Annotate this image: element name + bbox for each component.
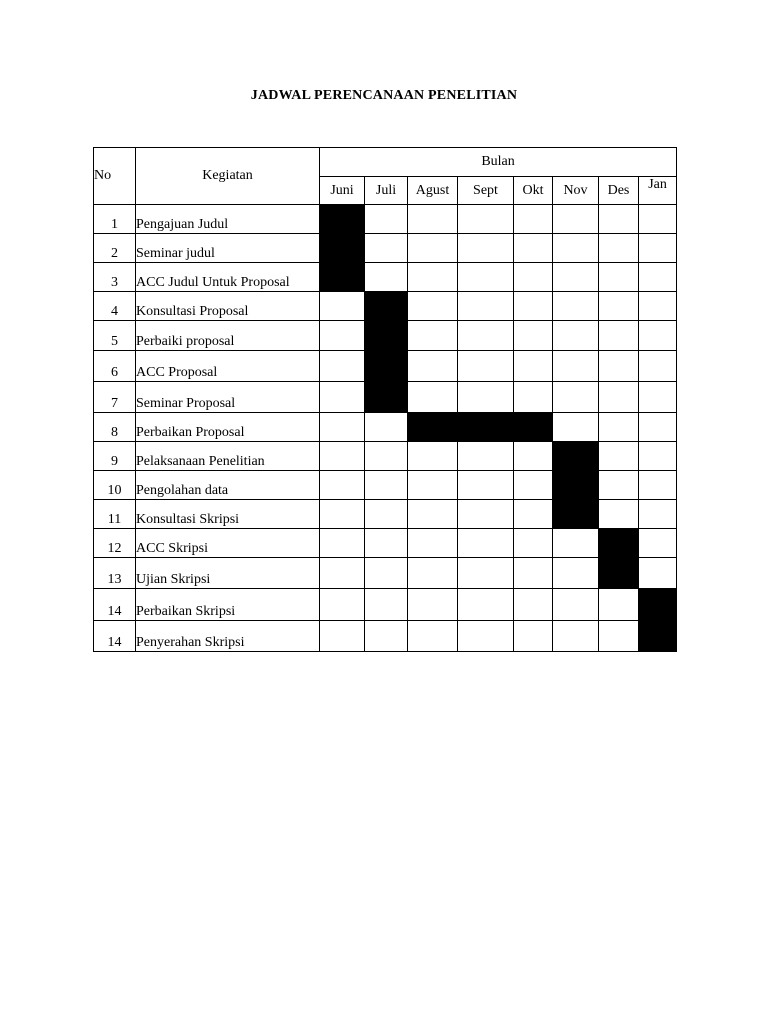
schedule-cell-empty xyxy=(408,589,458,621)
schedule-cell-empty xyxy=(408,621,458,652)
schedule-cell-filled xyxy=(320,205,365,234)
activity-name: Perbaikan Skripsi xyxy=(136,589,320,621)
schedule-cell-filled xyxy=(320,263,365,292)
schedule-cell-empty xyxy=(408,442,458,471)
schedule-cell-empty xyxy=(514,263,553,292)
schedule-cell-empty xyxy=(320,621,365,652)
schedule-cell-empty xyxy=(514,529,553,558)
schedule-cell-empty xyxy=(599,234,639,263)
table-row xyxy=(94,205,677,234)
row-number: 3 xyxy=(94,263,136,292)
activity-name: Seminar Proposal xyxy=(136,382,320,413)
schedule-cell-empty xyxy=(320,558,365,589)
schedule-cell-empty xyxy=(320,500,365,529)
schedule-cell-empty xyxy=(553,529,599,558)
schedule-cell-empty xyxy=(514,558,553,589)
schedule-cell-empty xyxy=(599,413,639,442)
schedule-cell-empty xyxy=(408,529,458,558)
schedule-cell-empty xyxy=(639,382,677,413)
schedule-cell-empty xyxy=(553,263,599,292)
row-number: 13 xyxy=(94,558,136,589)
header-bulan: Bulan xyxy=(320,148,677,177)
schedule-cell-empty xyxy=(458,558,514,589)
schedule-cell-empty xyxy=(320,413,365,442)
schedule-cell-empty xyxy=(639,529,677,558)
row-number: 11 xyxy=(94,500,136,529)
table-row xyxy=(94,382,677,413)
schedule-cell-empty xyxy=(514,471,553,500)
schedule-cell-empty xyxy=(365,558,408,589)
schedule-cell-empty xyxy=(458,321,514,351)
schedule-cell-empty xyxy=(408,263,458,292)
schedule-cell-empty xyxy=(408,558,458,589)
schedule-cell-empty xyxy=(639,558,677,589)
row-number: 2 xyxy=(94,234,136,263)
row-number: 10 xyxy=(94,471,136,500)
schedule-cell-empty xyxy=(639,413,677,442)
document-title: JADWAL PERENCANAAN PENELITIAN xyxy=(250,88,518,103)
schedule-cell-empty xyxy=(365,263,408,292)
schedule-cell-empty xyxy=(365,471,408,500)
schedule-cell-empty xyxy=(639,321,677,351)
schedule-cell-empty xyxy=(458,263,514,292)
table-row xyxy=(94,442,677,471)
schedule-cell-empty xyxy=(639,205,677,234)
table-row xyxy=(94,351,677,382)
schedule-cell-empty xyxy=(365,589,408,621)
schedule-cell-empty xyxy=(458,529,514,558)
row-number: 6 xyxy=(94,351,136,382)
table-row xyxy=(94,558,677,589)
schedule-cell-empty xyxy=(458,442,514,471)
schedule-cell-empty xyxy=(599,621,639,652)
month-header-des: Des xyxy=(599,177,639,205)
schedule-cell-empty xyxy=(458,500,514,529)
row-number: 7 xyxy=(94,382,136,413)
schedule-cell-empty xyxy=(639,292,677,321)
schedule-cell-empty xyxy=(320,321,365,351)
schedule-cell-empty xyxy=(458,382,514,413)
schedule-cell-empty xyxy=(553,292,599,321)
schedule-cell-empty xyxy=(599,471,639,500)
schedule-cell-empty xyxy=(639,263,677,292)
row-number: 9 xyxy=(94,442,136,471)
activity-name: ACC Proposal xyxy=(136,351,320,382)
activity-name: Pengajuan Judul xyxy=(136,205,320,234)
header-no: No xyxy=(94,148,136,205)
schedule-cell-empty xyxy=(458,292,514,321)
schedule-cell-filled xyxy=(408,413,458,442)
schedule-cell-empty xyxy=(599,382,639,413)
schedule-cell-empty xyxy=(639,500,677,529)
schedule-cell-empty xyxy=(320,351,365,382)
schedule-cell-empty xyxy=(320,382,365,413)
schedule-cell-empty xyxy=(408,471,458,500)
schedule-cell-filled xyxy=(365,382,408,413)
schedule-cell-empty xyxy=(514,321,553,351)
schedule-cell-empty xyxy=(599,589,639,621)
header-row-top xyxy=(94,148,677,177)
month-header-agust: Agust xyxy=(408,177,458,205)
schedule-cell-filled xyxy=(553,442,599,471)
row-number: 8 xyxy=(94,413,136,442)
month-header-okt: Okt xyxy=(514,177,553,205)
schedule-cell-filled xyxy=(599,558,639,589)
month-header-juni: Juni xyxy=(320,177,365,205)
activity-name: Penyerahan Skripsi xyxy=(136,621,320,652)
schedule-cell-empty xyxy=(553,205,599,234)
row-number: 14 xyxy=(94,589,136,621)
schedule-cell-empty xyxy=(514,292,553,321)
schedule-cell-empty xyxy=(639,471,677,500)
schedule-cell-filled xyxy=(365,292,408,321)
table-row xyxy=(94,263,677,292)
activity-name: Seminar judul xyxy=(136,234,320,263)
schedule-cell-empty xyxy=(458,205,514,234)
schedule-cell-empty xyxy=(320,471,365,500)
table-row xyxy=(94,589,677,621)
schedule-cell-empty xyxy=(514,351,553,382)
schedule-cell-empty xyxy=(553,621,599,652)
table-row xyxy=(94,413,677,442)
schedule-cell-empty xyxy=(458,471,514,500)
schedule-cell-empty xyxy=(553,589,599,621)
schedule-cell-empty xyxy=(458,351,514,382)
schedule-cell-empty xyxy=(408,351,458,382)
schedule-cell-empty xyxy=(514,205,553,234)
table-row xyxy=(94,292,677,321)
activity-name: Konsultasi Skripsi xyxy=(136,500,320,529)
header-kegiatan: Kegiatan xyxy=(136,148,320,205)
schedule-cell-empty xyxy=(514,442,553,471)
schedule-cell-empty xyxy=(599,442,639,471)
row-number: 5 xyxy=(94,321,136,351)
schedule-cell-filled xyxy=(553,500,599,529)
schedule-cell-empty xyxy=(408,321,458,351)
activity-name: ACC Judul Untuk Proposal xyxy=(136,263,320,292)
schedule-cell-empty xyxy=(599,321,639,351)
schedule-cell-empty xyxy=(320,589,365,621)
schedule-cell-empty xyxy=(458,234,514,263)
schedule-cell-empty xyxy=(599,351,639,382)
schedule-cell-filled xyxy=(639,621,677,652)
row-number: 14 xyxy=(94,621,136,652)
schedule-cell-empty xyxy=(599,292,639,321)
row-number: 1 xyxy=(94,205,136,234)
schedule-cell-empty xyxy=(408,500,458,529)
schedule-cell-empty xyxy=(320,442,365,471)
schedule-cell-filled xyxy=(320,234,365,263)
schedule-cell-empty xyxy=(408,234,458,263)
schedule-cell-empty xyxy=(599,263,639,292)
month-header-jan: Jan xyxy=(639,177,677,205)
schedule-cell-empty xyxy=(599,205,639,234)
table-row xyxy=(94,234,677,263)
row-number: 12 xyxy=(94,529,136,558)
schedule-cell-filled xyxy=(458,413,514,442)
schedule-body xyxy=(94,205,677,652)
schedule-cell-empty xyxy=(639,351,677,382)
schedule-cell-empty xyxy=(514,500,553,529)
schedule-cell-empty xyxy=(320,292,365,321)
schedule-cell-empty xyxy=(514,589,553,621)
schedule-cell-empty xyxy=(365,234,408,263)
schedule-cell-filled xyxy=(365,351,408,382)
activity-name: Konsultasi Proposal xyxy=(136,292,320,321)
table-row xyxy=(94,621,677,652)
schedule-cell-empty xyxy=(365,205,408,234)
month-header-nov: Nov xyxy=(553,177,599,205)
schedule-cell-empty xyxy=(599,500,639,529)
schedule-cell-empty xyxy=(365,500,408,529)
row-number: 4 xyxy=(94,292,136,321)
schedule-cell-empty xyxy=(514,234,553,263)
schedule-cell-empty xyxy=(365,529,408,558)
schedule-cell-filled xyxy=(553,471,599,500)
schedule-cell-filled xyxy=(365,321,408,351)
table-row xyxy=(94,321,677,351)
activity-name: ACC Skripsi xyxy=(136,529,320,558)
schedule-table xyxy=(93,147,677,652)
month-header-sept: Sept xyxy=(458,177,514,205)
schedule-cell-filled xyxy=(599,529,639,558)
schedule-cell-empty xyxy=(514,382,553,413)
activity-name: Pelaksanaan Penelitian xyxy=(136,442,320,471)
schedule-cell-empty xyxy=(408,382,458,413)
schedule-cell-empty xyxy=(365,442,408,471)
schedule-cell-empty xyxy=(365,621,408,652)
table-row xyxy=(94,471,677,500)
table-row xyxy=(94,500,677,529)
schedule-cell-empty xyxy=(514,621,553,652)
schedule-cell-empty xyxy=(639,234,677,263)
schedule-cell-filled xyxy=(639,589,677,621)
schedule-cell-empty xyxy=(553,382,599,413)
schedule-cell-empty xyxy=(639,442,677,471)
activity-name: Perbaikan Proposal xyxy=(136,413,320,442)
schedule-cell-empty xyxy=(553,234,599,263)
schedule-cell-empty xyxy=(365,413,408,442)
table-row xyxy=(94,529,677,558)
activity-name: Perbaiki proposal xyxy=(136,321,320,351)
schedule-cell-empty xyxy=(553,558,599,589)
schedule-cell-empty xyxy=(553,413,599,442)
schedule-cell-empty xyxy=(408,205,458,234)
schedule-cell-empty xyxy=(553,321,599,351)
schedule-cell-empty xyxy=(553,351,599,382)
schedule-cell-filled xyxy=(514,413,553,442)
activity-name: Ujian Skripsi xyxy=(136,558,320,589)
activity-name: Pengolahan data xyxy=(136,471,320,500)
schedule-cell-empty xyxy=(458,621,514,652)
schedule-cell-empty xyxy=(408,292,458,321)
schedule-cell-empty xyxy=(320,529,365,558)
schedule-cell-empty xyxy=(458,589,514,621)
month-header-juli: Juli xyxy=(365,177,408,205)
